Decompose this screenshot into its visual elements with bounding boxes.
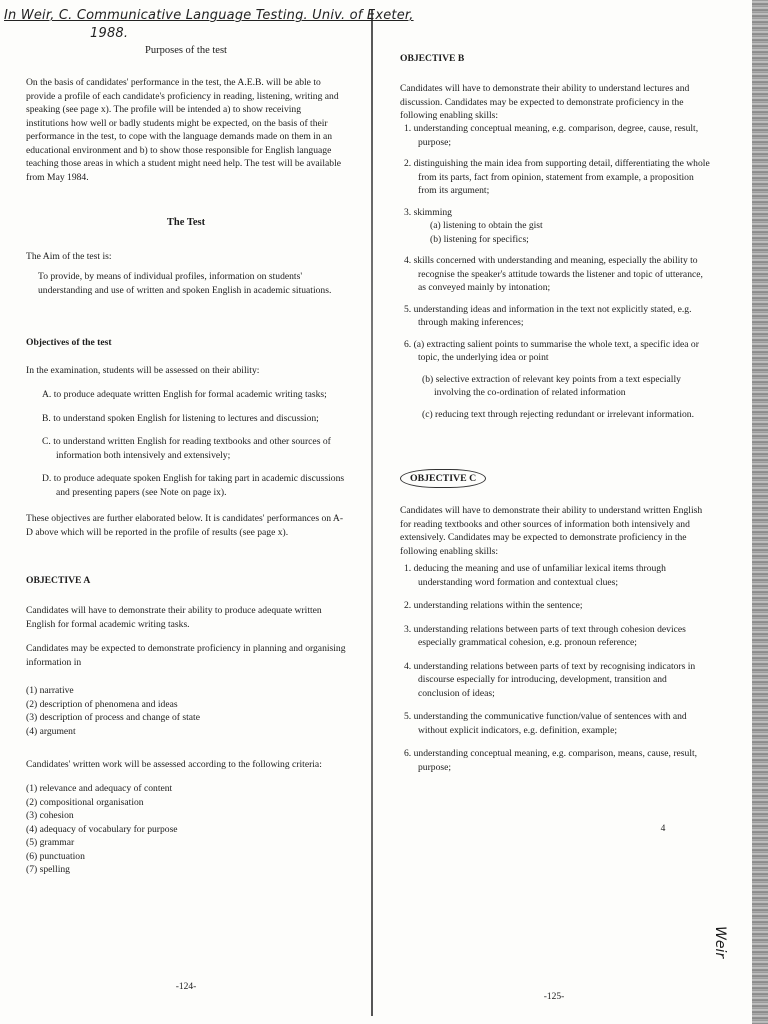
writing-type-item: (1) narrative <box>26 685 74 696</box>
page-fold <box>371 10 373 1016</box>
skill-item: 3. skimming <box>404 206 452 218</box>
skill-item: 2. distinguishing the main idea from supporting detail, differentiating the whole from its parts, fact from opinion, statement from example, a proposition from its argument; <box>404 158 710 196</box>
objective-b-list <box>400 122 710 421</box>
skill-item: 4. skills concerned with understanding and meaning, especially the ability to recognise the speaker's attitude towards the listener and topic of utterance, as conveyed mainly by intonation; <box>404 255 703 293</box>
writing-type-item: (2) description of phenomena and ideas <box>26 698 178 710</box>
skill-item: 5. understanding the communicative function/value of sentences with and without explicit indicators, e.g. definition, example; <box>404 711 687 736</box>
skill-item: 5. understanding ideas and information in the text not explicitly stated, e.g. through making inferences; <box>404 303 692 328</box>
criteria-intro: Candidates' written work will be assessed according to the following criteria: <box>26 759 322 770</box>
objective-c-intro: Candidates will have to demonstrate their ability to understand written English for reading textbooks and other sources of information both intensively and extensively. Candidates may be expected to demonstrate proficiency in the following enabling skills: <box>400 505 703 557</box>
criteria-item: (4) adequacy of vocabulary for purpose <box>26 823 178 835</box>
scan-edge <box>752 0 768 1024</box>
objectives-note: These objectives are further elaborated below. It is candidates' performances on A-D above which will be reported in the profile of results (see page x). <box>26 513 344 538</box>
handwritten-citation: In Weir, C. Communicative Language Testing. Univ. of Exeter, <box>4 8 414 23</box>
aim-label: The Aim of the test is: <box>26 251 112 262</box>
objective-b-intro: Candidates will have to demonstrate their ability to understand lectures and discussion. Candidates may be expected to demonstrate proficiency in the following enabling skills: <box>400 83 690 121</box>
heading-purposes: Purposes of the test <box>145 45 227 56</box>
handwritten-signature: Weir <box>712 926 728 959</box>
skill-subitem: (b) selective extraction of relevant key points from a text especially involving the co-ordination of related information <box>422 373 681 398</box>
page-number-right: -125- <box>543 992 565 1002</box>
skill-item: 2. understanding relations within the sentence; <box>404 600 583 611</box>
aim-text: To provide, by means of individual profiles, information on students' understanding and use of written and spoken English in academic situations. <box>38 271 332 296</box>
criteria-item: (3) cohesion <box>26 810 74 821</box>
writing-type-item: (3) description of process and change of state <box>26 712 200 723</box>
objective-a-text-1: Candidates will have to demonstrate their ability to produce adequate written English for formal academic writing tasks. <box>26 605 322 630</box>
criteria-item: (1) relevance and adequacy of content <box>26 783 173 794</box>
objective-item: C. to understand written English for reading textbooks and other sources of information both intensively and extensively; <box>42 436 331 461</box>
heading-the-test: The Test <box>166 217 206 228</box>
skill-item: 6. (a) extracting salient points to summarise the whole text, a specific idea or topic, the underlying idea or point <box>404 338 699 363</box>
stray-mark: 4 <box>660 824 666 834</box>
objectives-list <box>38 388 346 499</box>
objective-item: A. to produce adequate written English for formal academic writing tasks; <box>42 389 327 400</box>
skill-item: 6. understanding conceptual meaning, e.g. comparison, means, cause, result, purpose; <box>404 748 698 773</box>
writing-types-list <box>26 684 346 738</box>
heading-objective-b: OBJECTIVE B <box>400 53 465 64</box>
objectives-intro: In the examination, students will be assessed on their ability: <box>26 365 260 376</box>
objective-c-list <box>400 562 710 774</box>
criteria-item: (6) punctuation <box>26 850 85 862</box>
skill-item: 1. understanding conceptual meaning, e.g. comparison, degree, cause, result, purpose; <box>404 123 699 148</box>
criteria-item: (7) spelling <box>26 864 70 875</box>
writing-type-item: (4) argument <box>26 725 76 737</box>
handwritten-year: 1988. <box>90 26 129 41</box>
skill-subitem: (a) listening to obtain the gist <box>430 220 543 231</box>
skill-item: 1. deducing the meaning and use of unfamiliar lexical items through understanding word formation and contextual clues; <box>404 563 666 588</box>
skill-subitem: (c) reducing text through rejecting redundant or irrelevant information. <box>422 408 694 420</box>
skill-item: 3. understanding relations between parts of text through cohesion devices especially grammatical cohesion, e.g. pronoun reference; <box>404 623 686 648</box>
skill-subitem: (b) listening for specifics; <box>430 233 529 245</box>
objective-a-text-2: Candidates may be expected to demonstrate proficiency in planning and organising information in <box>26 643 346 668</box>
criteria-list <box>26 782 346 877</box>
criteria-item: (2) compositional organisation <box>26 796 144 808</box>
skill-item: 4. understanding relations between parts of text by recognising indicators in discourse especially for introducing, development, transition and conclusion of ideas; <box>404 660 696 699</box>
page-number-left: -124- <box>175 982 197 992</box>
purposes-text: On the basis of candidates' performance in the test, the A.E.B. will be able to provide a profile of each candidate's proficiency in reading, listening, writing and speaking (see page x). The profile will be intended a) to show receiving institutions how well or badly students might be expected, on the basis of their performance in the test, to cope with the language demands made on them in an educational environment and b) to show those responsible for English language teaching those areas in which a student might need help. The test will be available from May 1984. <box>26 77 341 183</box>
heading-objective-a: OBJECTIVE A <box>26 575 91 586</box>
heading-objective-c: OBJECTIVE C <box>400 469 486 488</box>
objective-item: B. to understand spoken English for listening to lectures and discussion; <box>42 412 319 424</box>
heading-objectives: Objectives of the test <box>26 337 112 348</box>
criteria-item: (5) grammar <box>26 837 75 848</box>
objective-item: D. to produce adequate spoken English for taking part in academic discussions and presenting papers (see Note on page ix). <box>42 473 345 498</box>
